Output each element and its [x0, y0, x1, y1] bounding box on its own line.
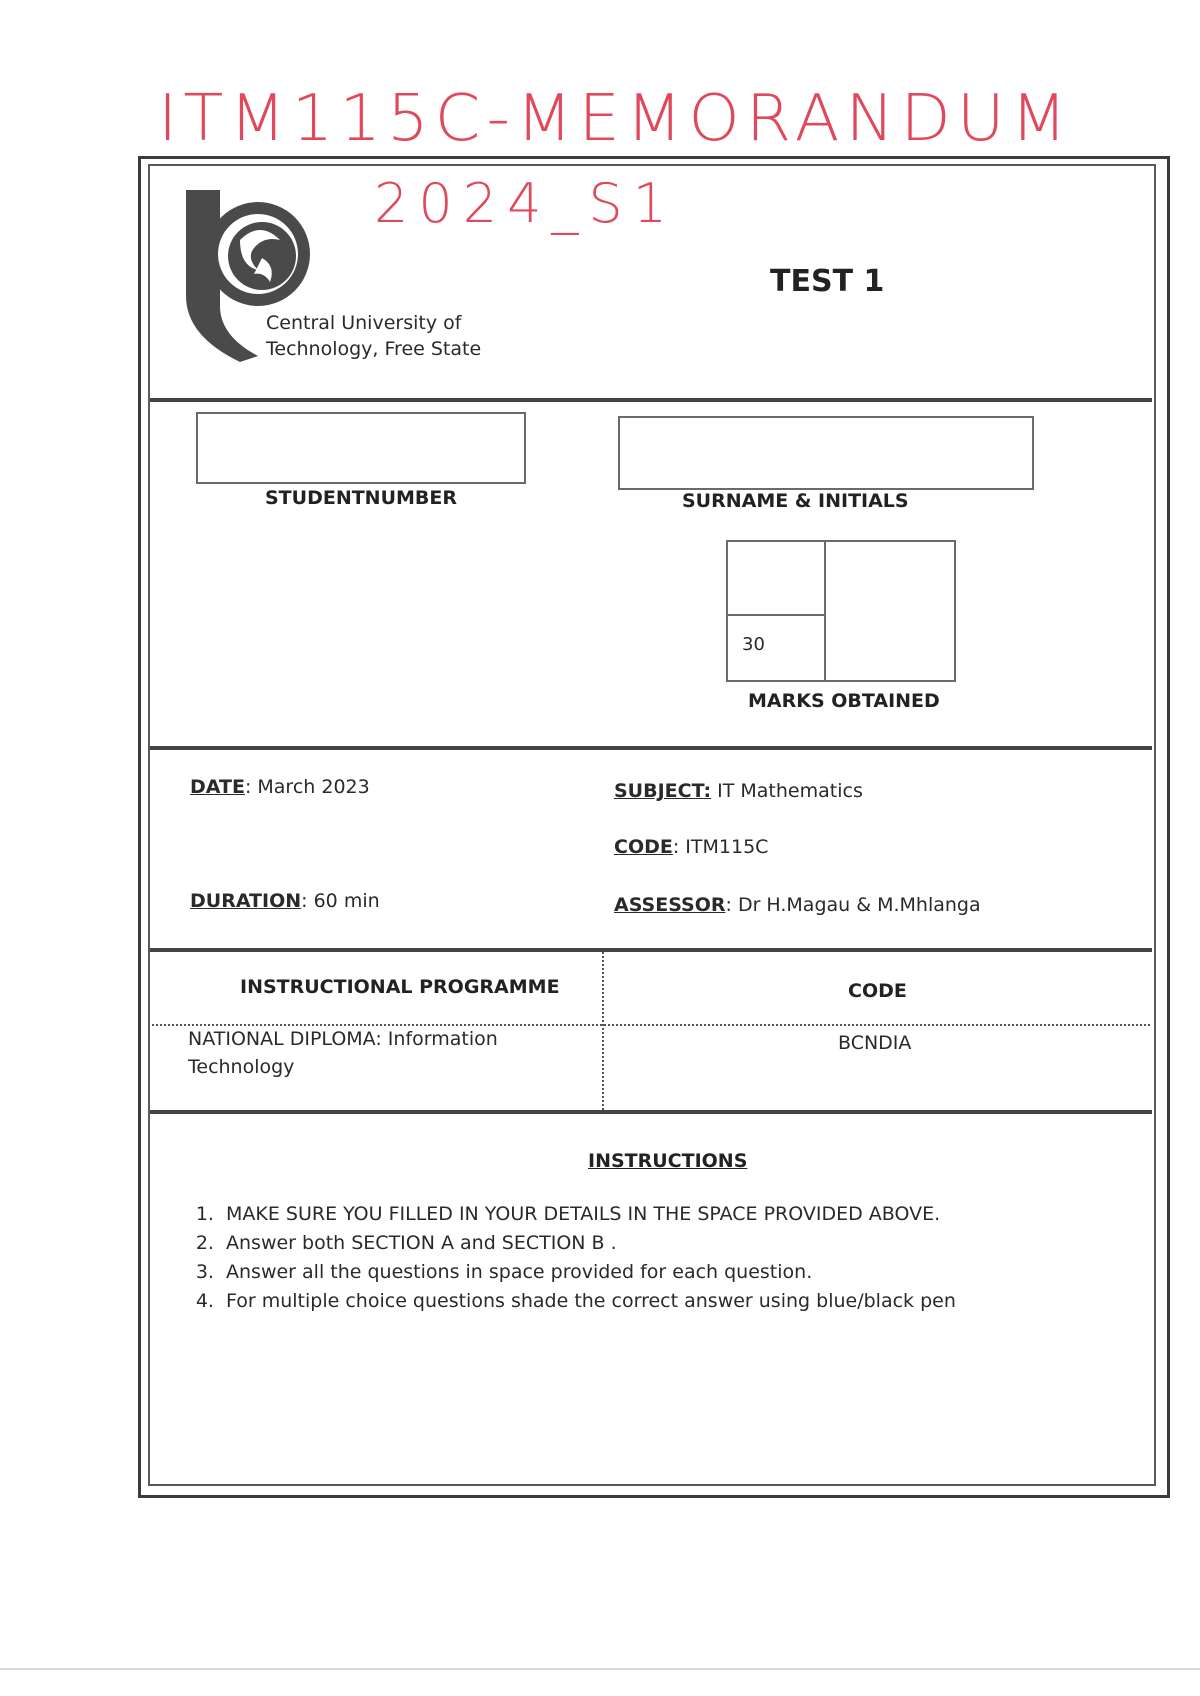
- marks-box-fraction-line: [726, 614, 824, 616]
- marks-obtained-label: MARKS OBTAINED: [748, 690, 940, 712]
- student-number-label: STUDENTNUMBER: [265, 487, 458, 509]
- student-number-input[interactable]: [196, 412, 526, 484]
- divider-programme: [150, 1110, 1152, 1114]
- instruction-item: 1. MAKE SURE YOU FILLED IN YOUR DETAILS IN THE SPACE PROVIDED ABOVE.: [220, 1200, 956, 1229]
- instruction-item: 3. Answer all the questions in space provided for each question.: [220, 1258, 956, 1287]
- code-value: : ITM115C: [672, 836, 769, 858]
- instruction-item: 2. Answer both SECTION A and SECTION B .: [220, 1229, 956, 1258]
- marks-obtained-input[interactable]: [728, 542, 822, 612]
- university-name-line1: Central University of: [266, 312, 462, 334]
- divider-details: [150, 948, 1152, 952]
- instructions-list: [186, 1200, 956, 1316]
- programme-name-line2: Technology: [188, 1056, 295, 1078]
- duration-label: DURATION: [190, 890, 302, 912]
- date-value: : March 2023: [244, 776, 370, 798]
- test-title: TEST 1: [770, 264, 885, 299]
- programme-header: INSTRUCTIONAL PROGRAMME: [240, 976, 560, 998]
- scan-edge-line: [0, 1668, 1200, 1670]
- programme-code-value: BCNDIA: [838, 1032, 912, 1054]
- instruction-item: 4. For multiple choice questions shade the correct answer using blue/black pen: [220, 1287, 956, 1316]
- instructions-heading: INSTRUCTIONS: [588, 1150, 748, 1172]
- surname-initials-input[interactable]: [618, 416, 1034, 490]
- divider-header: [150, 398, 1152, 402]
- date-label: DATE: [190, 776, 245, 798]
- subject-value: IT Mathematics: [711, 780, 863, 802]
- date-field: [190, 776, 370, 798]
- marks-box-divider: [824, 540, 826, 680]
- subject-label: SUBJECT:: [614, 780, 712, 802]
- assessor-value: : Dr H.Magau & M.Mhlanga: [725, 894, 981, 916]
- duration-value: : 60 min: [301, 890, 380, 912]
- code-field: [614, 836, 768, 858]
- divider-student: [150, 746, 1152, 750]
- code-label: CODE: [614, 836, 673, 858]
- programme-table-col-divider: [602, 952, 604, 1110]
- assessor-label: ASSESSOR: [614, 894, 726, 916]
- programme-table-row-divider: [152, 1024, 1150, 1026]
- assessor-field: [614, 894, 981, 916]
- handwritten-year-semester: 2024_S1: [374, 172, 678, 235]
- duration-field: [190, 890, 380, 912]
- programme-code-header: CODE: [848, 980, 907, 1002]
- surname-initials-label: SURNAME & INITIALS: [682, 490, 909, 512]
- subject-field: [614, 780, 863, 802]
- university-name-line2: Technology, Free State: [266, 338, 482, 360]
- handwritten-memo-title: ITM115C-MEMORANDUM: [158, 82, 1074, 156]
- marks-total: 30: [742, 634, 765, 655]
- programme-name-line1: NATIONAL DIPLOMA: Information: [188, 1028, 498, 1050]
